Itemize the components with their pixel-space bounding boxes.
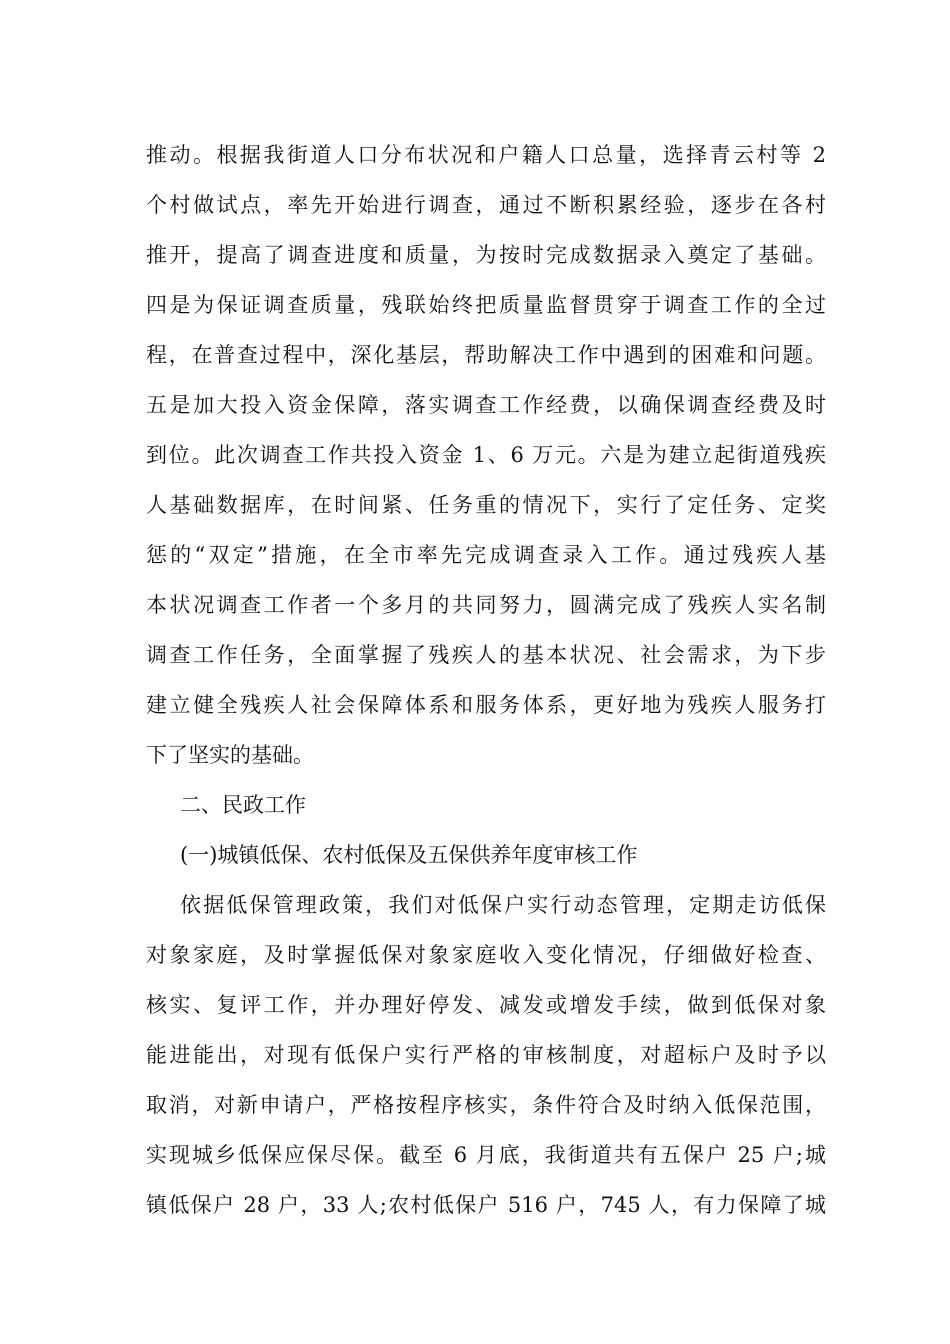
paragraph-line: 推开，提高了调查进度和质量，为按时完成数据录入奠定了基础。 bbox=[146, 243, 826, 267]
subsection-heading: (一)城镇低保、农村低保及五保供养年度审核工作 bbox=[180, 843, 638, 867]
paragraph-line: 个村做试点，率先开始进行调查，通过不断积累经验，逐步在各村 bbox=[146, 193, 826, 217]
paragraph-line: 能进能出，对现有低保户实行严格的审核制度，对超标户及时予以 bbox=[146, 1043, 826, 1067]
paragraph-line: 程，在普查过程中，深化基层，帮助解决工作中遇到的困难和问题。 bbox=[146, 343, 826, 367]
paragraph-line: 实现城乡低保应保尽保。截至 6 月底，我街道共有五保户 25 户;城 bbox=[146, 1143, 826, 1167]
paragraph-line: 核实、复评工作，并办理好停发、减发或增发手续，做到低保对象 bbox=[146, 993, 826, 1017]
paragraph-line: 惩的“双定”措施，在全市率先完成调查录入工作。通过残疾人基 bbox=[146, 543, 826, 567]
paragraph-line: 取消，对新申请户，严格按程序核实，条件符合及时纳入低保范围， bbox=[146, 1093, 826, 1117]
paragraph-line: 下了坚实的基础。 bbox=[146, 743, 314, 767]
paragraph-line: 五是加大投入资金保障，落实调查工作经费，以确保调查经费及时 bbox=[146, 393, 826, 417]
paragraph-line: 到位。此次调查工作共投入资金 1、6 万元。六是为建立起街道残疾 bbox=[146, 443, 826, 467]
paragraph-line: 四是为保证调查质量，残联始终把质量监督贯穿于调查工作的全过 bbox=[146, 293, 826, 317]
paragraph-line: 本状况调查工作者一个多月的共同努力，圆满完成了残疾人实名制 bbox=[146, 593, 826, 617]
section-heading: 二、民政工作 bbox=[180, 793, 306, 817]
document-body bbox=[146, 130, 826, 1230]
paragraph-line: 镇低保户 28 户，33 人;农村低保户 516 户，745 人，有力保障了城 bbox=[146, 1193, 826, 1217]
paragraph-line: 人基础数据库，在时间紧、任务重的情况下，实行了定任务、定奖 bbox=[146, 493, 826, 517]
paragraph-line: 依据低保管理政策，我们对低保户实行动态管理，定期走访低保 bbox=[180, 893, 826, 917]
paragraph-line: 对象家庭，及时掌握低保对象家庭收入变化情况，仔细做好检查、 bbox=[146, 943, 826, 967]
paragraph-line: 调查工作任务，全面掌握了残疾人的基本状况、社会需求，为下步 bbox=[146, 643, 826, 667]
paragraph-line: 建立健全残疾人社会保障体系和服务体系，更好地为残疾人服务打 bbox=[146, 693, 826, 717]
paragraph-line: 推动。根据我街道人口分布状况和户籍人口总量，选择青云村等 2 bbox=[146, 143, 826, 167]
